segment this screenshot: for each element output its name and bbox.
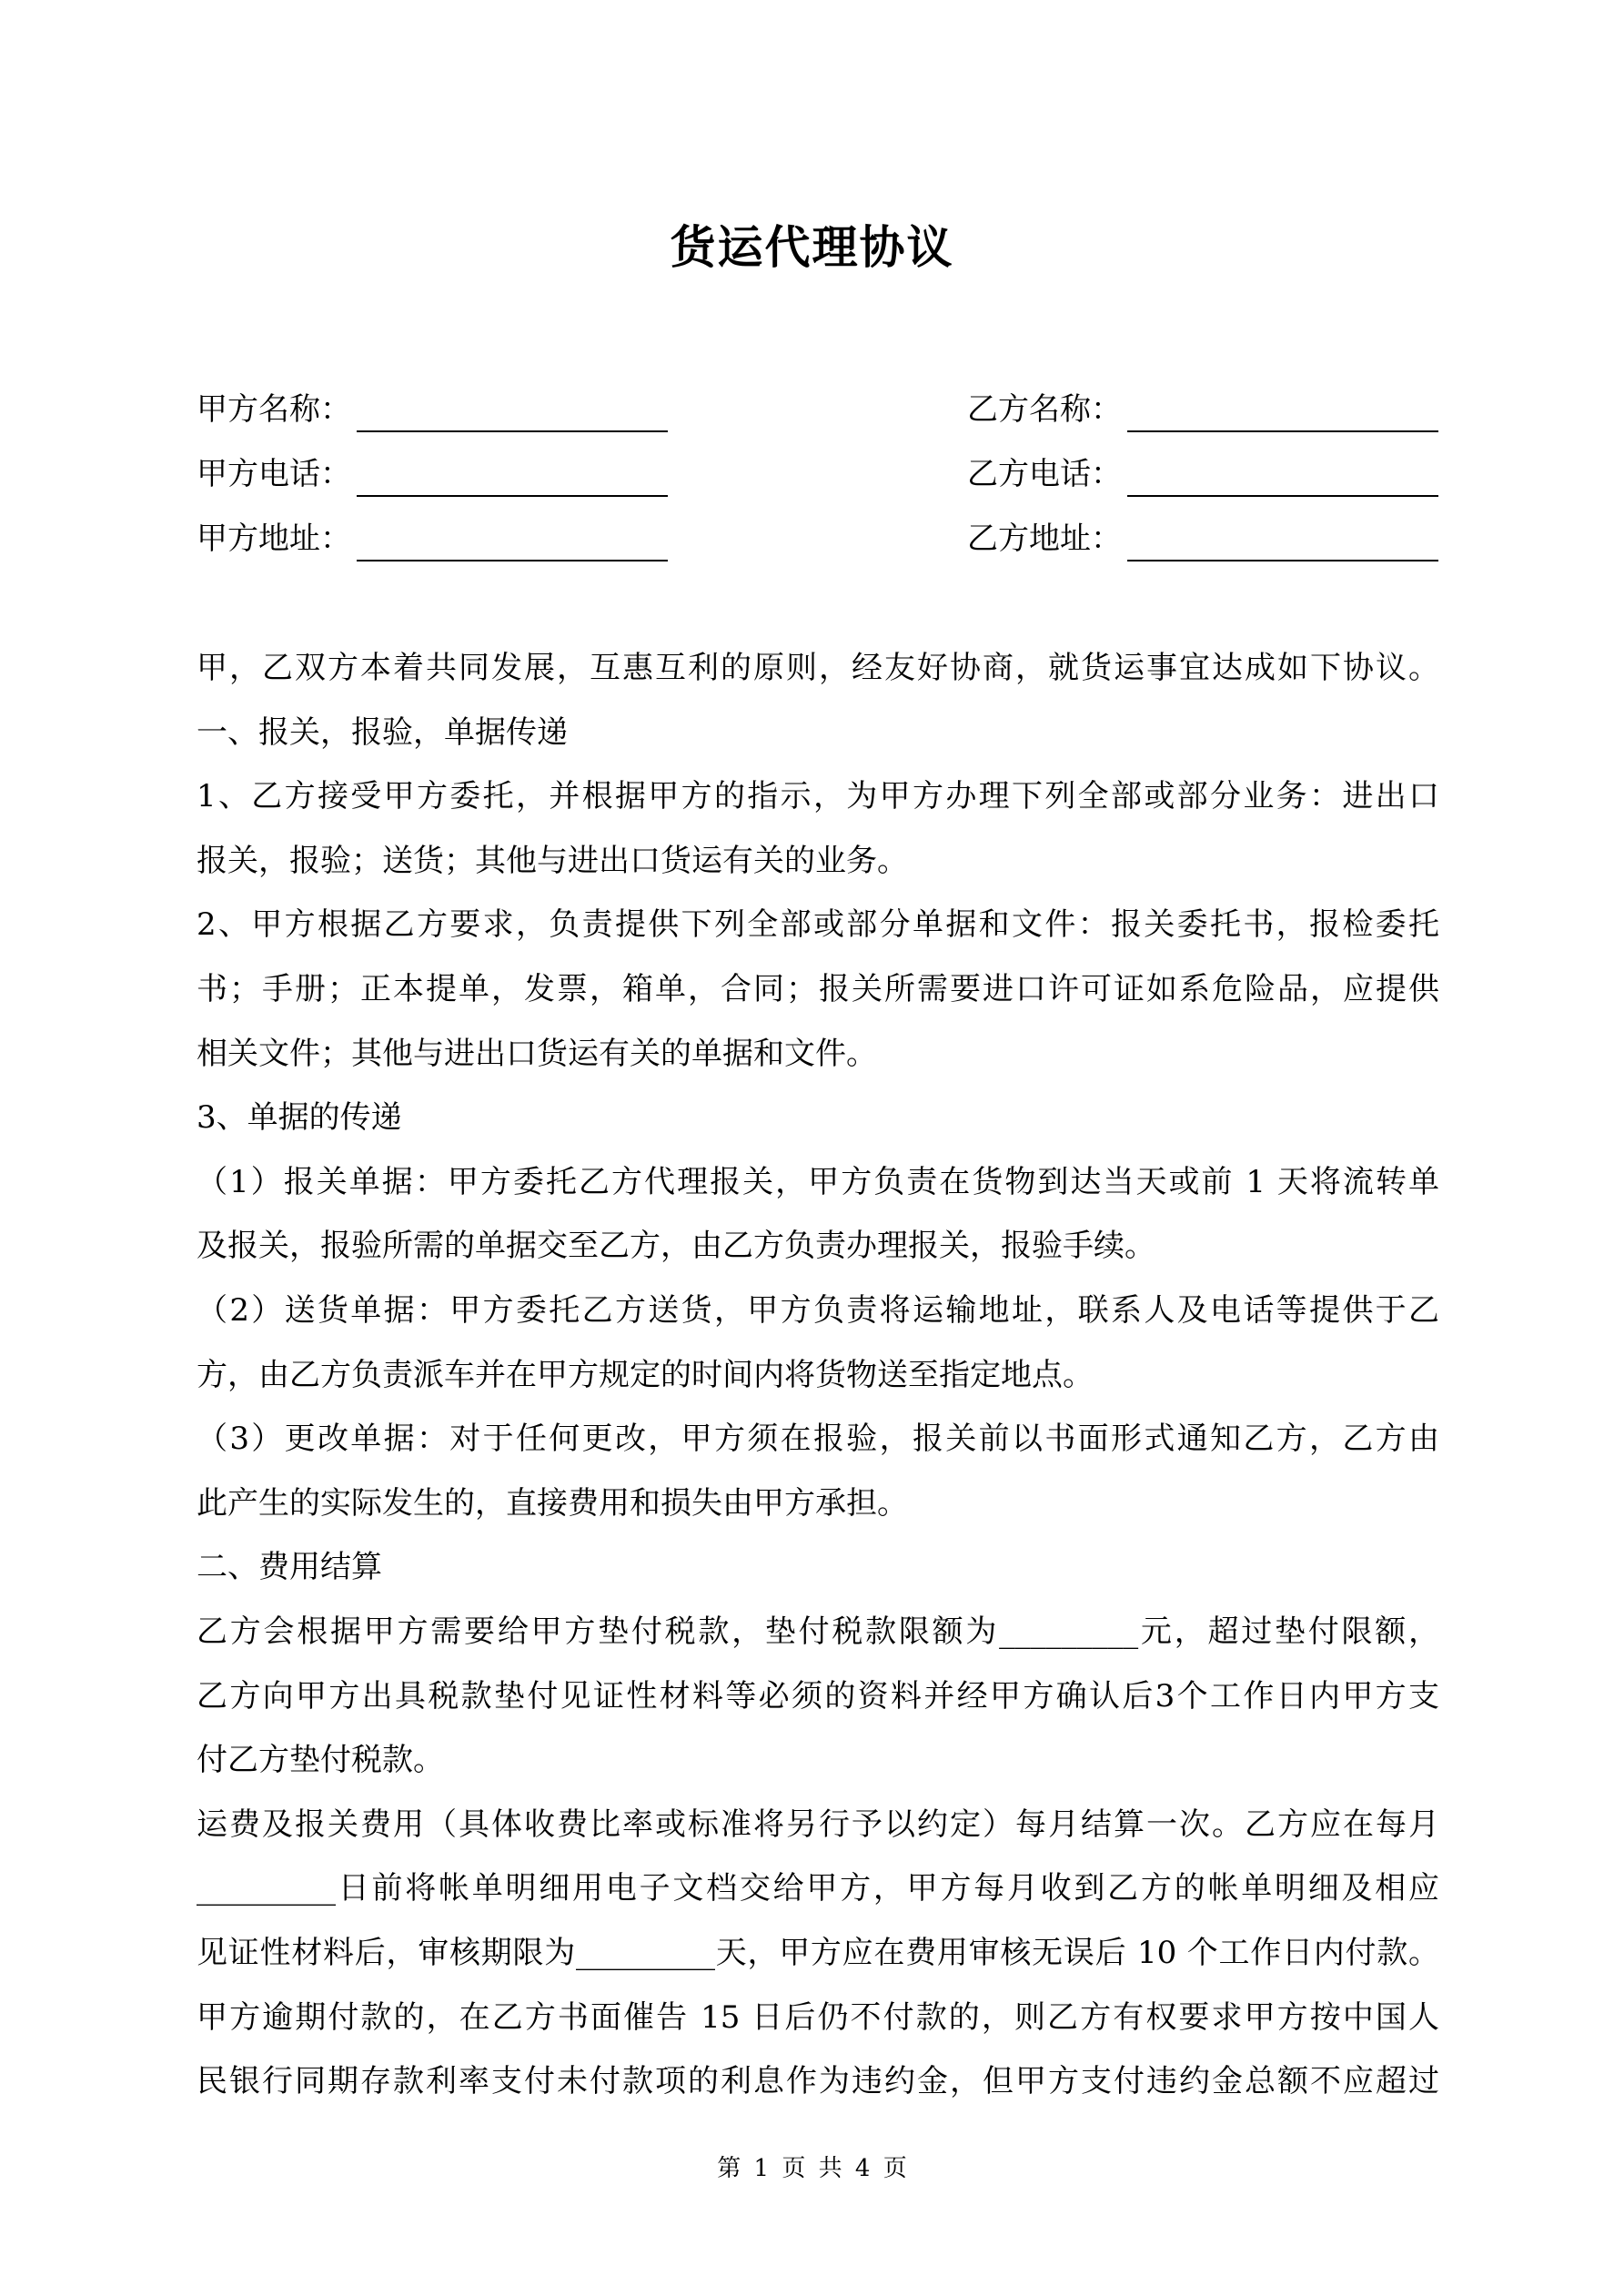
party-b-address-field — [967, 516, 1438, 561]
text-line: 甲，乙双方本着共同发展，互惠互利的原则，经友好协商，就货运事宜达成如下协议。 — [197, 650, 1439, 686]
text-line: 此产生的实际发生的，直接费用和损失由甲方承担。 — [197, 1484, 908, 1522]
blank-line — [357, 394, 668, 432]
text-line: 书；手册；正本提单，发票，箱单，合同；报关所需要进口许可证如系危险品，应提供 — [197, 971, 1439, 1007]
field-label: 甲方地址： — [197, 521, 351, 557]
text-line: 付乙方垫付税款。 — [197, 1742, 444, 1779]
text-line: 乙方向甲方出具税款垫付见证性材料等必须的资料并经甲方确认后3个工作日内甲方支 — [197, 1677, 1439, 1714]
document-title: 货运代理协议 — [670, 220, 954, 274]
text-line: （1）报关单据：甲方委托乙方代理报关，甲方负责在货物到达当天或前 1 天将流转单 — [197, 1163, 1439, 1200]
party-b-phone-field — [967, 451, 1438, 497]
party-a-phone-field — [197, 451, 668, 497]
page-number: 第 1 页 共 4 页 — [717, 2155, 907, 2182]
text-line: 方，由乙方负责派车并在甲方规定的时间内将货物送至指定地点。 — [197, 1356, 1094, 1393]
field-label: 甲方名称： — [197, 391, 351, 428]
text-line: 乙方会根据甲方需要给甲方垫付税款，垫付税款限额为_________元，超过垫付限额， — [197, 1613, 1439, 1650]
blank-line — [357, 459, 668, 497]
text-line: _________日前将帐单明细用电子文档交给甲方，甲方每月收到乙方的帐单明细及相应 — [197, 1870, 1439, 1907]
text-line: 民银行同期存款利率支付未付款项的利息作为违约金，但甲方支付违约金总额不应超过 — [197, 2063, 1439, 2100]
text-line: 相关文件；其他与进出口货运有关的单据和文件。 — [197, 1035, 877, 1072]
party-b-name-field — [967, 387, 1438, 432]
text-line: 见证性材料后，审核期限为_________天，甲方应在费用审核无误后 10 个工作日内付款。 — [197, 1935, 1439, 1971]
blank-line — [357, 523, 668, 561]
blank-line — [1127, 394, 1438, 432]
text-line: 3、单据的传递 — [197, 1099, 402, 1137]
blank-line — [1127, 459, 1438, 497]
party-a-address-field — [197, 516, 668, 561]
text-line: （2）送货单据：甲方委托乙方送货，甲方负责将运输地址，联系人及电话等提供于乙 — [197, 1292, 1439, 1329]
text-line: 运费及报关费用（具体收费比率或标准将另行予以约定）每月结算一次。乙方应在每月 — [197, 1805, 1439, 1843]
field-label: 乙方电话： — [967, 456, 1122, 492]
text-line: 甲方逾期付款的，在乙方书面催告 15 日后仍不付款的，则乙方有权要求甲方按中国人 — [197, 1998, 1439, 2036]
text-line: 2、甲方根据乙方要求，负责提供下列全部或部分单据和文件：报关委托书，报检委托 — [197, 906, 1439, 944]
text-line: 一、报关，报验，单据传递 — [197, 713, 568, 751]
text-line: 1、乙方接受甲方委托，并根据甲方的指示，为甲方办理下列全部或部分业务：进出口 — [197, 778, 1439, 815]
party-a-name-field — [197, 387, 668, 432]
text-line: 及报关，报验所需的单据交至乙方，由乙方负责办理报关，报验手续。 — [197, 1228, 1155, 1265]
field-label: 乙方名称： — [967, 391, 1122, 428]
text-line: 报关，报验；送货；其他与进出口货运有关的业务。 — [197, 842, 908, 879]
text-line: （3）更改单据：对于任何更改，甲方须在报验，报关前以书面形式通知乙方，乙方由 — [197, 1421, 1439, 1458]
field-label: 乙方地址： — [967, 521, 1122, 557]
blank-line — [1127, 523, 1438, 561]
field-label: 甲方电话： — [197, 456, 351, 492]
text-line: 二、费用结算 — [197, 1549, 382, 1586]
